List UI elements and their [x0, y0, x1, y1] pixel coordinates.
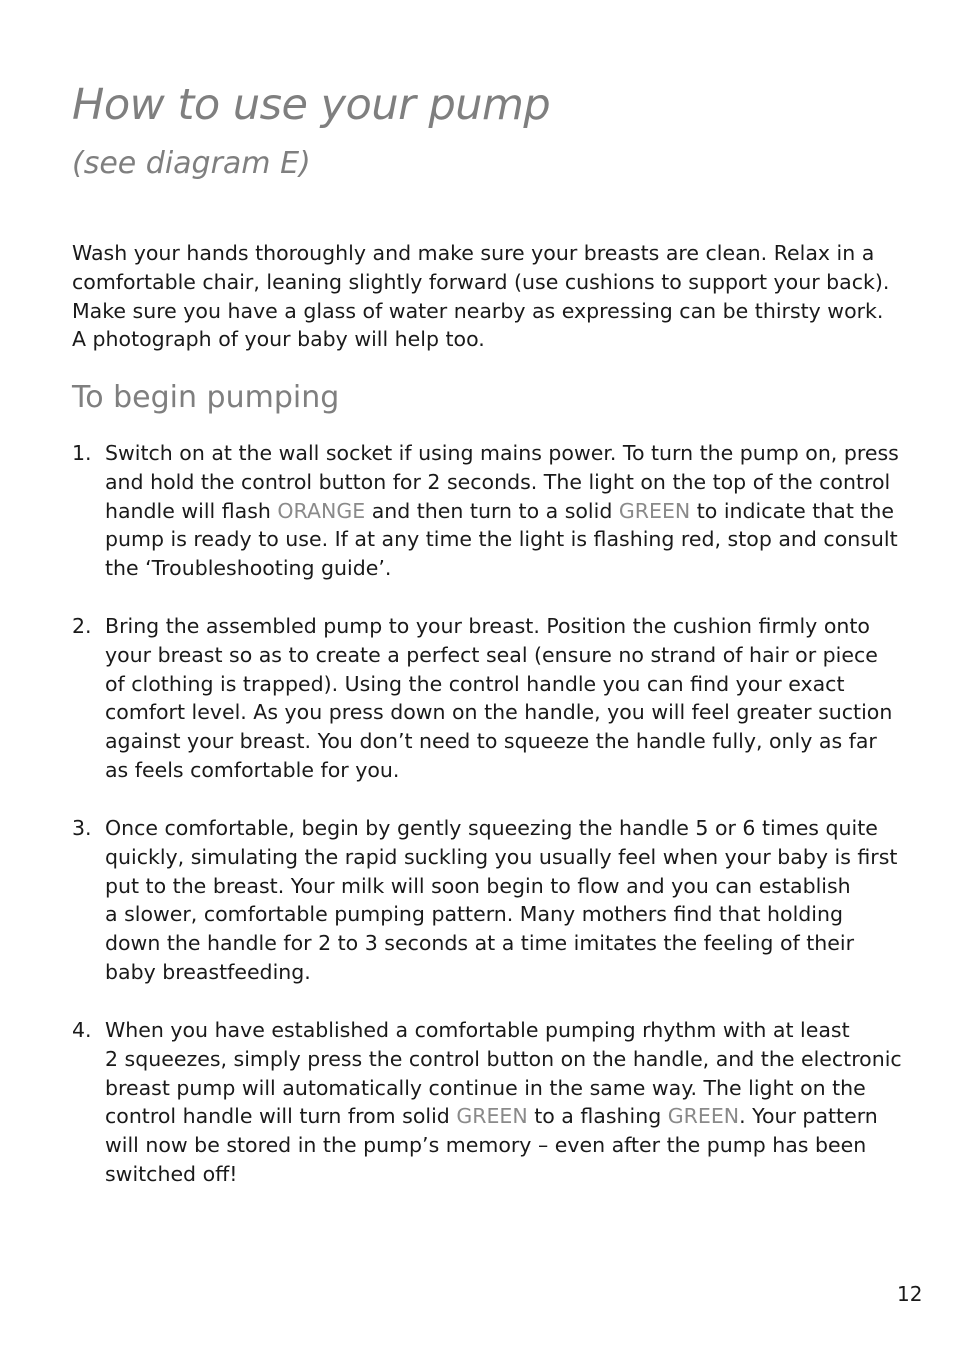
page-subtitle: (see diagram E): [72, 146, 311, 181]
step-line: switched off!: [105, 1161, 238, 1186]
page-number: 12: [897, 1282, 923, 1306]
orange-label: ORANGE: [277, 498, 366, 523]
step-line: quickly, simulating the rapid suckling you usually feel when your baby is first: [105, 844, 898, 869]
intro-line: comfortable chair, leaning slightly forward (use cushions to support your back).: [72, 269, 890, 294]
text-run: to a flashing: [527, 1104, 668, 1129]
step-number: 2.: [72, 614, 92, 638]
text-run: control handle will turn from solid: [105, 1104, 457, 1129]
step-number: 1.: [72, 441, 92, 465]
step-line: and hold the control button for 2 seconds. The light on the top of the control: [105, 469, 891, 494]
step-line: [105, 497, 895, 526]
step-line: 2 squeezes, simply press the control button on the handle, and the electronic: [105, 1046, 902, 1071]
step-number: 4.: [72, 1018, 92, 1042]
step-line: your breast so as to create a perfect seal (ensure no strand of hair or piece: [105, 642, 878, 667]
intro-paragraph: [72, 239, 890, 354]
step-line: of clothing is trapped). Using the control handle you can find your exact: [105, 671, 845, 696]
step-number: 3.: [72, 816, 92, 840]
step-line: will now be stored in the pump’s memory – even after the pump has been: [105, 1133, 867, 1158]
step-text: [105, 612, 893, 785]
step-line: put to the breast. Your milk will soon begin to flow and you can establish: [105, 873, 851, 898]
step-line: Once comfortable, begin by gently squeezing the handle 5 or 6 times quite: [105, 816, 878, 840]
step-line: baby breastfeeding.: [105, 959, 311, 984]
step-line: breast pump will automatically continue in the same way. The light on the: [105, 1075, 866, 1100]
step-text: [105, 439, 899, 583]
step-line: comfort level. As you press down on the handle, you will feel greater suction: [105, 700, 893, 725]
step-line: the ‘Troubleshooting guide’.: [105, 556, 392, 581]
step-line: a slower, comfortable pumping pattern. Many mothers find that holding: [105, 902, 843, 927]
green-label: GREEN: [456, 1104, 528, 1129]
text-run: handle will flash: [105, 498, 278, 523]
step-line: Switch on at the wall socket if using mains power. To turn the pump on, press: [105, 441, 899, 465]
step-line: Bring the assembled pump to your breast. Position the cushion firmly onto: [105, 614, 870, 638]
step-line: When you have established a comfortable pumping rhythm with at least: [105, 1018, 850, 1042]
page-title: How to use your pump: [72, 80, 551, 130]
text-run: and then turn to a solid: [365, 498, 619, 523]
green-label: GREEN: [667, 1104, 740, 1129]
text-run: to indicate that the: [690, 498, 895, 523]
step-text: [105, 814, 898, 987]
step-line: against your breast. You don’t need to squeeze the handle fully, only as far: [105, 729, 877, 754]
intro-line: Wash your hands thoroughly and make sure your breasts are clean. Relax in a: [72, 241, 875, 265]
section-heading: To begin pumping: [72, 380, 340, 415]
intro-line: Make sure you have a glass of water nearby as expressing can be thirsty work.: [72, 298, 884, 323]
step-line: [105, 1102, 878, 1131]
step-line: pump is ready to use. If at any time the light is flashing red, stop and consult: [105, 527, 898, 552]
green-label: GREEN: [618, 498, 691, 523]
step-text: [105, 1016, 902, 1189]
intro-line: A photograph of your baby will help too.: [72, 327, 485, 352]
step-line: as feels comfortable for you.: [105, 757, 400, 782]
text-run: . Your pattern: [739, 1104, 878, 1129]
step-line: down the handle for 2 to 3 seconds at a time imitates the feeling of their: [105, 931, 854, 956]
